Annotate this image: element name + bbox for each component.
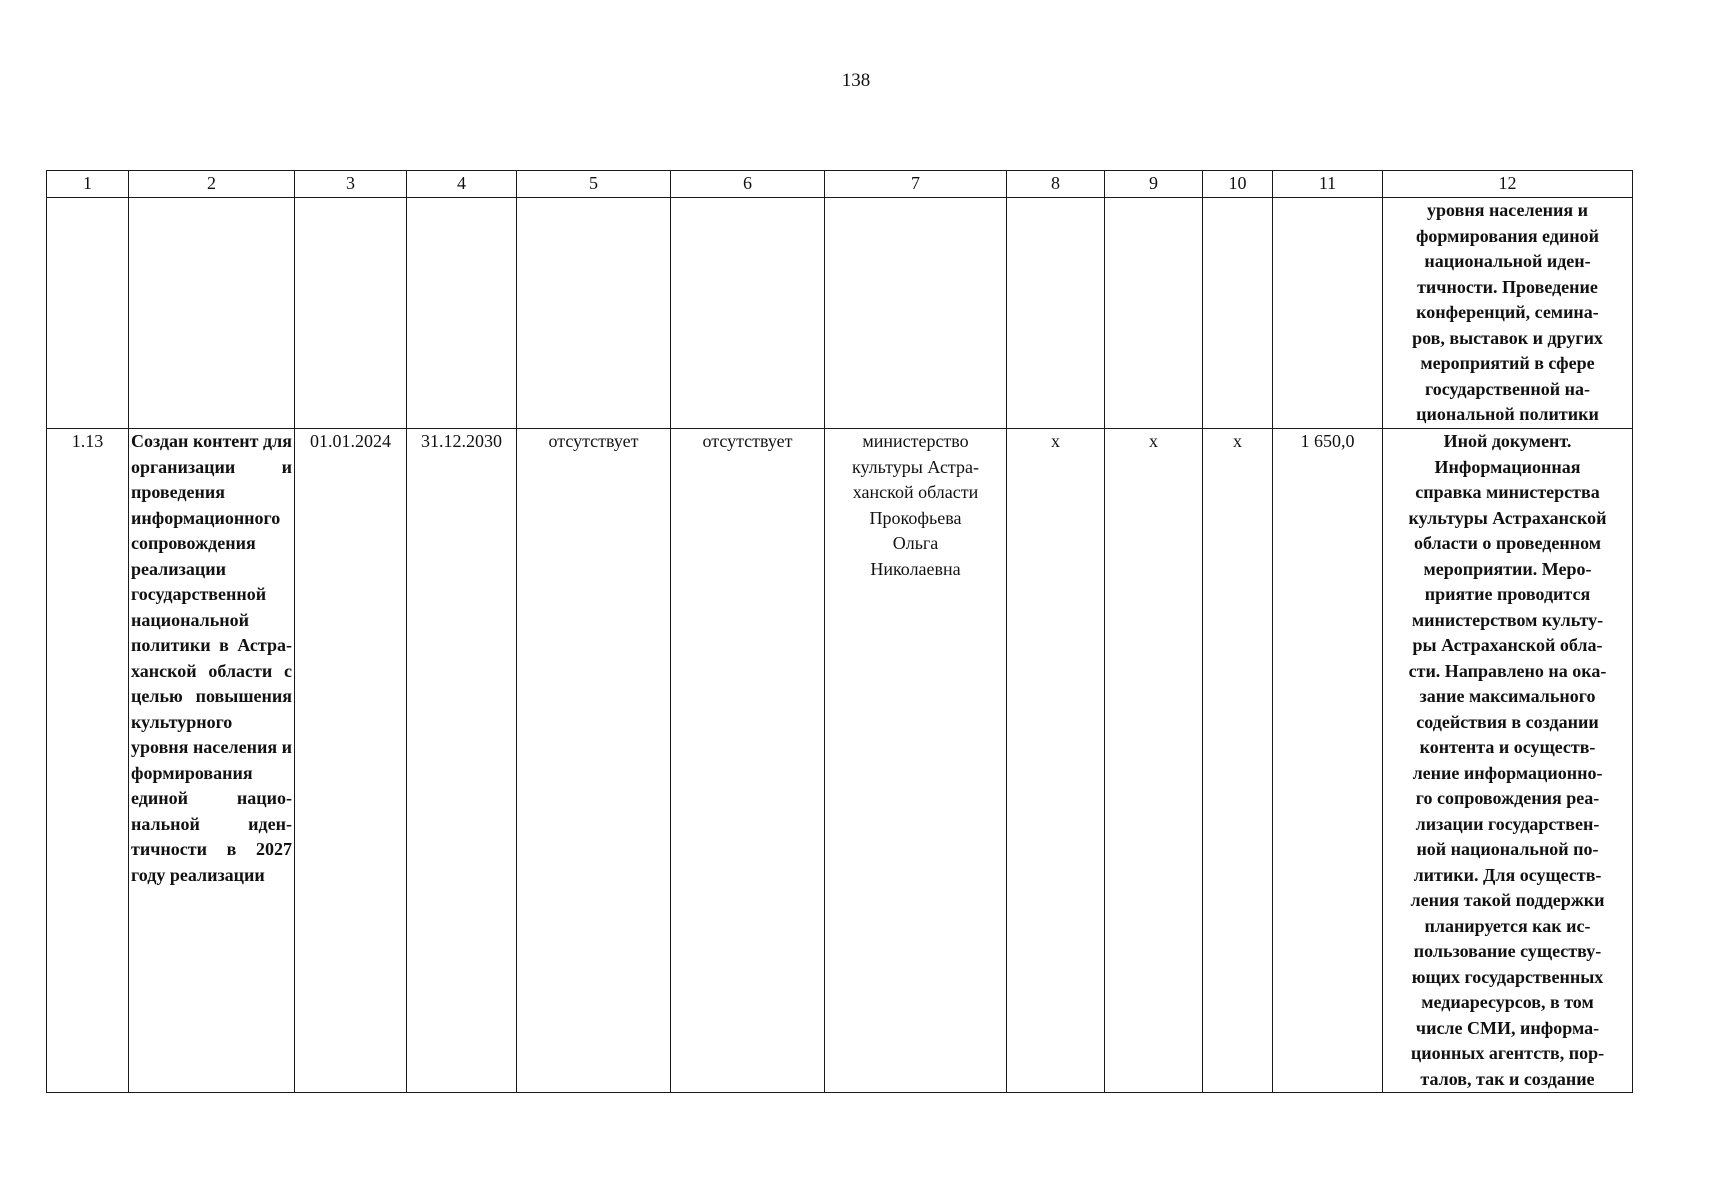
result-text — [1383, 429, 1633, 1093]
text-line: ров, выставок и других — [1412, 327, 1603, 348]
end-date: 31.12.2030 — [407, 429, 517, 1093]
text-line: контента и осуществ- — [1419, 737, 1596, 757]
cell — [1007, 198, 1105, 429]
text-line: числе СМИ, информа- — [1415, 1017, 1600, 1038]
header-cell: 6 — [671, 171, 825, 198]
header-cell: 11 — [1273, 171, 1383, 198]
text-line: ление информационно- — [1412, 762, 1603, 783]
text-line: го сопровождения реа- — [1415, 788, 1600, 808]
text-line: содействия в создании — [1416, 711, 1599, 732]
text-line: ционных агентств, пор- — [1410, 1043, 1605, 1063]
text-line: справка министерства — [1415, 482, 1600, 502]
text-line: ления такой поддержки — [1410, 890, 1605, 910]
header-cell: 4 — [407, 171, 517, 198]
document-table — [46, 170, 1633, 1093]
text-line: Информационная — [1434, 456, 1581, 477]
text-line: конференций, семина- — [1416, 302, 1599, 322]
responsible-executor — [825, 429, 1007, 1093]
header-cell: 1 — [47, 171, 129, 198]
col5-value: отсутствует — [517, 429, 671, 1093]
text-line: пользование существу- — [1413, 941, 1602, 961]
text-line: министерством культу- — [1411, 609, 1604, 630]
col8-value: х — [1007, 429, 1105, 1093]
text-line: области о проведенном — [1413, 533, 1601, 553]
text-line: тичности. Проведение — [1417, 276, 1598, 297]
text-line: уровня населения и — [1427, 200, 1588, 220]
text-line: ющих государственных — [1411, 966, 1604, 987]
text-line: циональной политики — [1416, 404, 1599, 424]
text-line: ры Астраханской обла- — [1412, 635, 1603, 655]
cell — [671, 198, 825, 429]
text-line: ной национальной по- — [1416, 839, 1599, 859]
funding-amount: 1 650,0 — [1273, 429, 1383, 1093]
text-line: зание максимального — [1419, 686, 1596, 706]
text-line: Прокофьева — [869, 507, 962, 528]
cell — [295, 198, 407, 429]
header-cell: 10 — [1203, 171, 1273, 198]
text-line: культуры Астраханской — [1408, 507, 1607, 528]
text-line: медиаресурсов, в том — [1421, 992, 1594, 1012]
cell — [1203, 198, 1273, 429]
text-line: национальной иден- — [1424, 251, 1591, 271]
cell — [407, 198, 517, 429]
text-line: Иной документ. — [1443, 431, 1572, 451]
col9-value: х — [1105, 429, 1203, 1093]
text-line: государственной на- — [1425, 378, 1590, 399]
col6-value: отсутствует — [671, 429, 825, 1093]
text-line: ханской области — [852, 482, 979, 502]
cell — [1273, 198, 1383, 429]
cell — [47, 198, 129, 429]
header-cell: 12 — [1383, 171, 1633, 198]
text-line: министерство — [862, 431, 969, 451]
header-cell: 9 — [1105, 171, 1203, 198]
page-number: 138 — [841, 70, 871, 91]
header-row — [47, 171, 1633, 198]
text-line: планируется как ис- — [1424, 915, 1591, 936]
event-description: Создан контент для организации и проведения информационного сопровождения реализации государственной национальной политики в Астраханской области с целью повышения культурного уровня населения и формирования единой национальной идентичности в 2027 году реализации — [129, 429, 295, 1093]
header-cell: 2 — [129, 171, 295, 198]
text-line: литики. Для осуществ- — [1413, 864, 1602, 885]
header-cell: 7 — [825, 171, 1007, 198]
table-row-1-13 — [47, 429, 1633, 1093]
header-cell: 8 — [1007, 171, 1105, 198]
text-line: культуры Астра- — [851, 456, 980, 477]
result-text-continuation — [1383, 198, 1633, 429]
row-number: 1.13 — [47, 429, 129, 1093]
text-line: приятие проводится — [1424, 584, 1591, 604]
header-cell: 3 — [295, 171, 407, 198]
text-line: талов, так и создание — [1420, 1068, 1595, 1089]
text-line: формирования единой — [1415, 225, 1600, 246]
table-row-continuation — [47, 198, 1633, 429]
cell — [1105, 198, 1203, 429]
text-line: мероприятий в сфере — [1420, 353, 1595, 373]
cell — [129, 198, 295, 429]
text-line: Николаевна — [870, 558, 961, 579]
header-cell: 5 — [517, 171, 671, 198]
text-line: мероприятии. Меро- — [1423, 558, 1592, 579]
cell — [825, 198, 1007, 429]
text-line: лизации государствен- — [1415, 813, 1600, 834]
start-date: 01.01.2024 — [295, 429, 407, 1093]
cell — [517, 198, 671, 429]
text-line: сти. Направлено на ока- — [1408, 660, 1607, 681]
col10-value: х — [1203, 429, 1273, 1093]
text-line: Ольга — [892, 533, 939, 553]
